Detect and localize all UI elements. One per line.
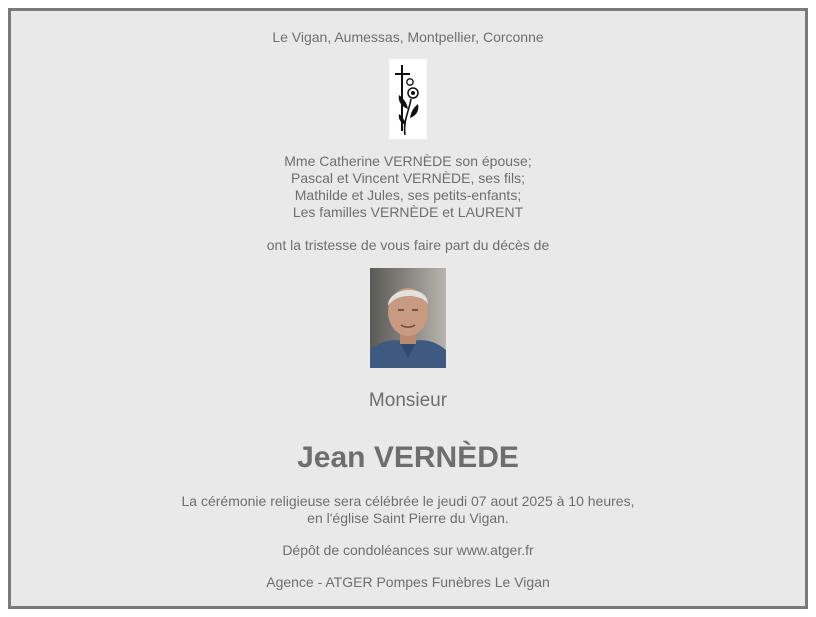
cross-with-flower-icon [389,59,427,139]
obituary-card [8,8,808,609]
deceased-name: Jean VERNÈDE [297,441,519,474]
locations-line: Le Vigan, Aumessas, Montpellier, Corconne [272,29,544,45]
family-line: Mathilde et Jules, ses petits-enfants; [294,187,522,203]
family-line: Pascal et Vincent VERNÈDE, ses fils; [291,170,525,186]
agency-line: Agence - ATGER Pompes Funèbres Le Vigan [266,574,550,590]
family-line: Mme Catherine VERNÈDE son épouse; [284,153,532,169]
family-list [11,153,805,221]
ceremony-line: La cérémonie religieuse sera célébrée le jeudi 07 aout 2025 à 10 heures, [181,493,635,509]
honorific-title: Monsieur [368,390,448,411]
announcement-intro: ont la tristesse de vous faire part du décès de [266,237,550,253]
condolences-line: Dépôt de condoléances sur www.atger.fr [282,542,534,558]
family-line: Les familles VERNÈDE et LAURENT [292,204,524,220]
ceremony-line: en l'église Saint Pierre du Vigan. [307,510,509,526]
portrait-photo [370,268,446,368]
ceremony-info [11,493,805,527]
